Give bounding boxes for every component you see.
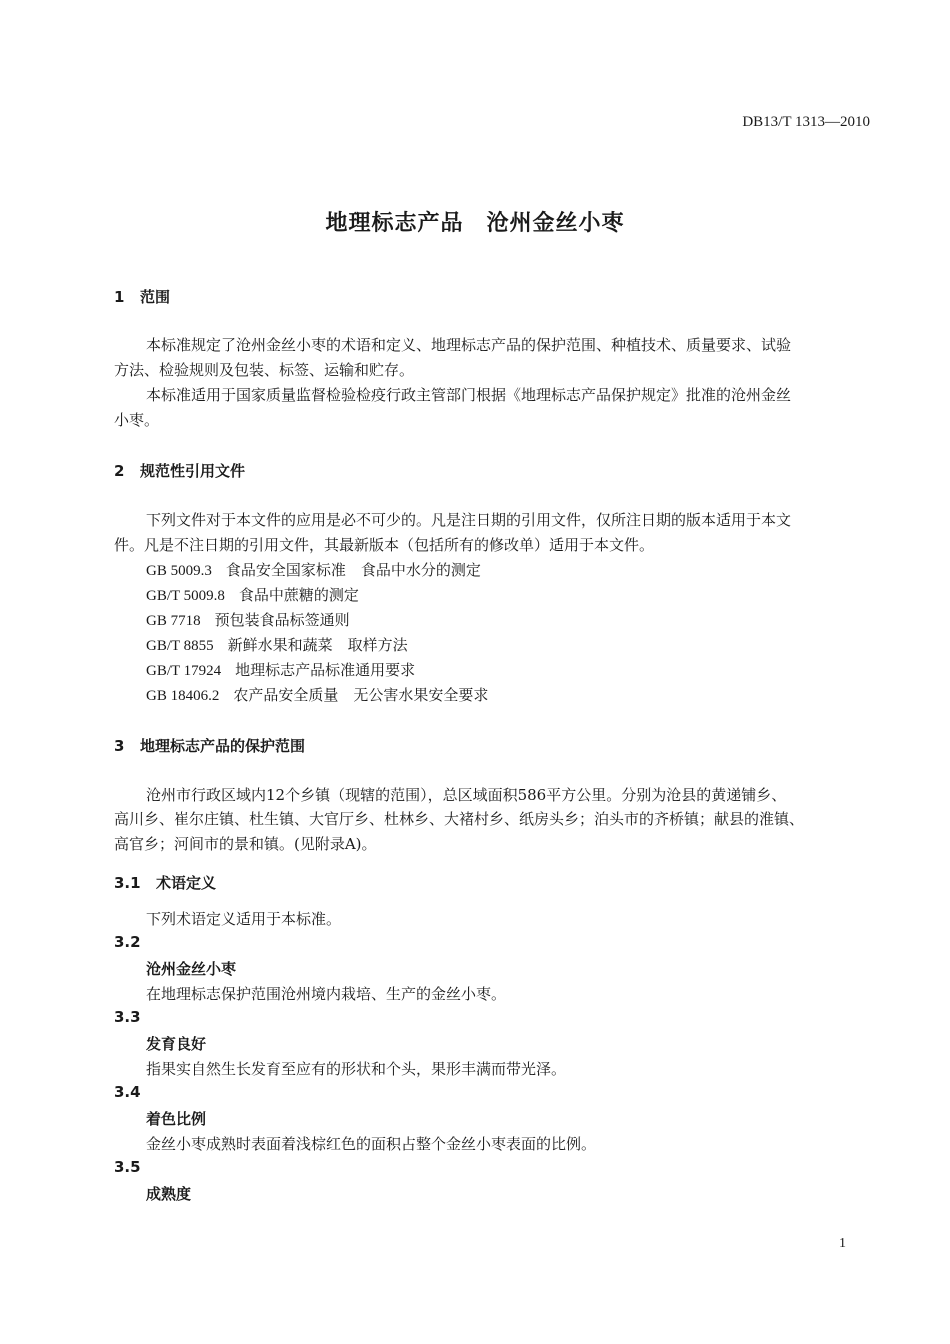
reference-title: 地理标志产品标准通用要求 bbox=[235, 661, 416, 679]
section-2-heading bbox=[114, 460, 245, 481]
reference-item bbox=[146, 659, 415, 680]
term-definition: 在地理标志保护范围沧州境内栽培、生产的金丝小枣。 bbox=[146, 985, 507, 1003]
term-number: 3.4 bbox=[114, 1083, 141, 1101]
paragraph-line: 下列术语定义适用于本标准。 bbox=[146, 910, 342, 928]
paragraph-line: 本标准适用于国家质量监督检验检疫行政主管部门根据《地理标志产品保护规定》批准的沧州金丝 bbox=[146, 386, 792, 404]
reference-item bbox=[146, 634, 408, 655]
paragraph-line: 本标准规定了沧州金丝小枣的术语和定义、地理标志产品的保护范围、种植技术、质量要求、试验 bbox=[146, 336, 792, 354]
term-name: 着色比例 bbox=[146, 1110, 207, 1128]
reference-code: GB 18406.2 bbox=[146, 688, 220, 704]
reference-code: GB/T 8855 bbox=[146, 638, 214, 654]
reference-title: 预包装食品标签通则 bbox=[214, 611, 350, 629]
term-definition: 金丝小枣成熟时表面着浅棕红色的面积占整个金丝小枣表面的比例。 bbox=[146, 1135, 597, 1153]
reference-item bbox=[146, 559, 481, 580]
paragraph-line: 下列文件对于本文件的应用是必不可少的。凡是注日期的引用文件，仅所注日期的版本适用于本文 bbox=[146, 511, 792, 529]
paragraph-line: 小枣。 bbox=[114, 411, 160, 429]
reference-title: 食品安全国家标准 食品中水分的测定 bbox=[225, 561, 481, 579]
document-title: 地理标志产品 沧州金丝小枣 bbox=[325, 211, 625, 236]
term-number: 3.3 bbox=[114, 1008, 141, 1026]
reference-item bbox=[146, 609, 350, 630]
section-title: 范围 bbox=[140, 288, 171, 306]
section-title: 地理标志产品的保护范围 bbox=[140, 737, 306, 755]
reference-code: GB/T 17924 bbox=[146, 663, 222, 679]
section-number: 1 bbox=[114, 288, 125, 306]
reference-code: GB 5009.3 bbox=[146, 563, 212, 579]
paragraph-line: 高川乡、崔尔庄镇、杜生镇、大官厅乡、杜林乡、大褚村乡、纸房头乡；泊头市的齐桥镇；献县的淮镇、 bbox=[114, 810, 805, 828]
reference-title: 农产品安全质量 无公害水果安全要求 bbox=[233, 686, 489, 704]
page-number: 1 bbox=[839, 1236, 846, 1251]
section-3-1-heading bbox=[114, 872, 216, 893]
reference-code: GB 7718 bbox=[146, 613, 201, 629]
paragraph-line: 高官乡；河间市的景和镇。(见附录A)。 bbox=[114, 835, 377, 853]
paragraph-line: 方法、检验规则及包装、标签、运输和贮存。 bbox=[114, 361, 415, 379]
reference-item bbox=[146, 684, 488, 705]
reference-code: GB/T 5009.8 bbox=[146, 588, 225, 604]
section-title: 规范性引用文件 bbox=[140, 462, 246, 480]
term-name: 沧州金丝小枣 bbox=[146, 960, 237, 978]
section-title: 术语定义 bbox=[156, 874, 217, 892]
reference-item bbox=[146, 584, 359, 605]
term-number: 3.2 bbox=[114, 933, 141, 951]
section-number: 2 bbox=[114, 462, 125, 480]
reference-title: 新鲜水果和蔬菜 取样方法 bbox=[227, 636, 408, 654]
term-name: 成熟度 bbox=[146, 1185, 192, 1203]
paragraph-line: 沧州市行政区域内12个乡镇（现辖的范围），总区域面积586平方公里。分别为沧县的黄递铺乡、 bbox=[146, 786, 787, 804]
term-name: 发育良好 bbox=[146, 1035, 207, 1053]
document-code: DB13/T 1313—2010 bbox=[742, 114, 870, 130]
section-1-heading bbox=[114, 286, 170, 307]
paragraph-line: 件。凡是不注日期的引用文件，其最新版本（包括所有的修改单）适用于本文件。 bbox=[114, 536, 655, 554]
reference-title: 食品中蔗糖的测定 bbox=[238, 586, 359, 604]
section-number: 3.1 bbox=[114, 874, 141, 892]
section-3-heading bbox=[114, 735, 305, 756]
term-definition: 指果实自然生长发育至应有的形状和个头，果形丰满而带光泽。 bbox=[146, 1060, 567, 1078]
section-number: 3 bbox=[114, 737, 125, 755]
term-number: 3.5 bbox=[114, 1158, 141, 1176]
